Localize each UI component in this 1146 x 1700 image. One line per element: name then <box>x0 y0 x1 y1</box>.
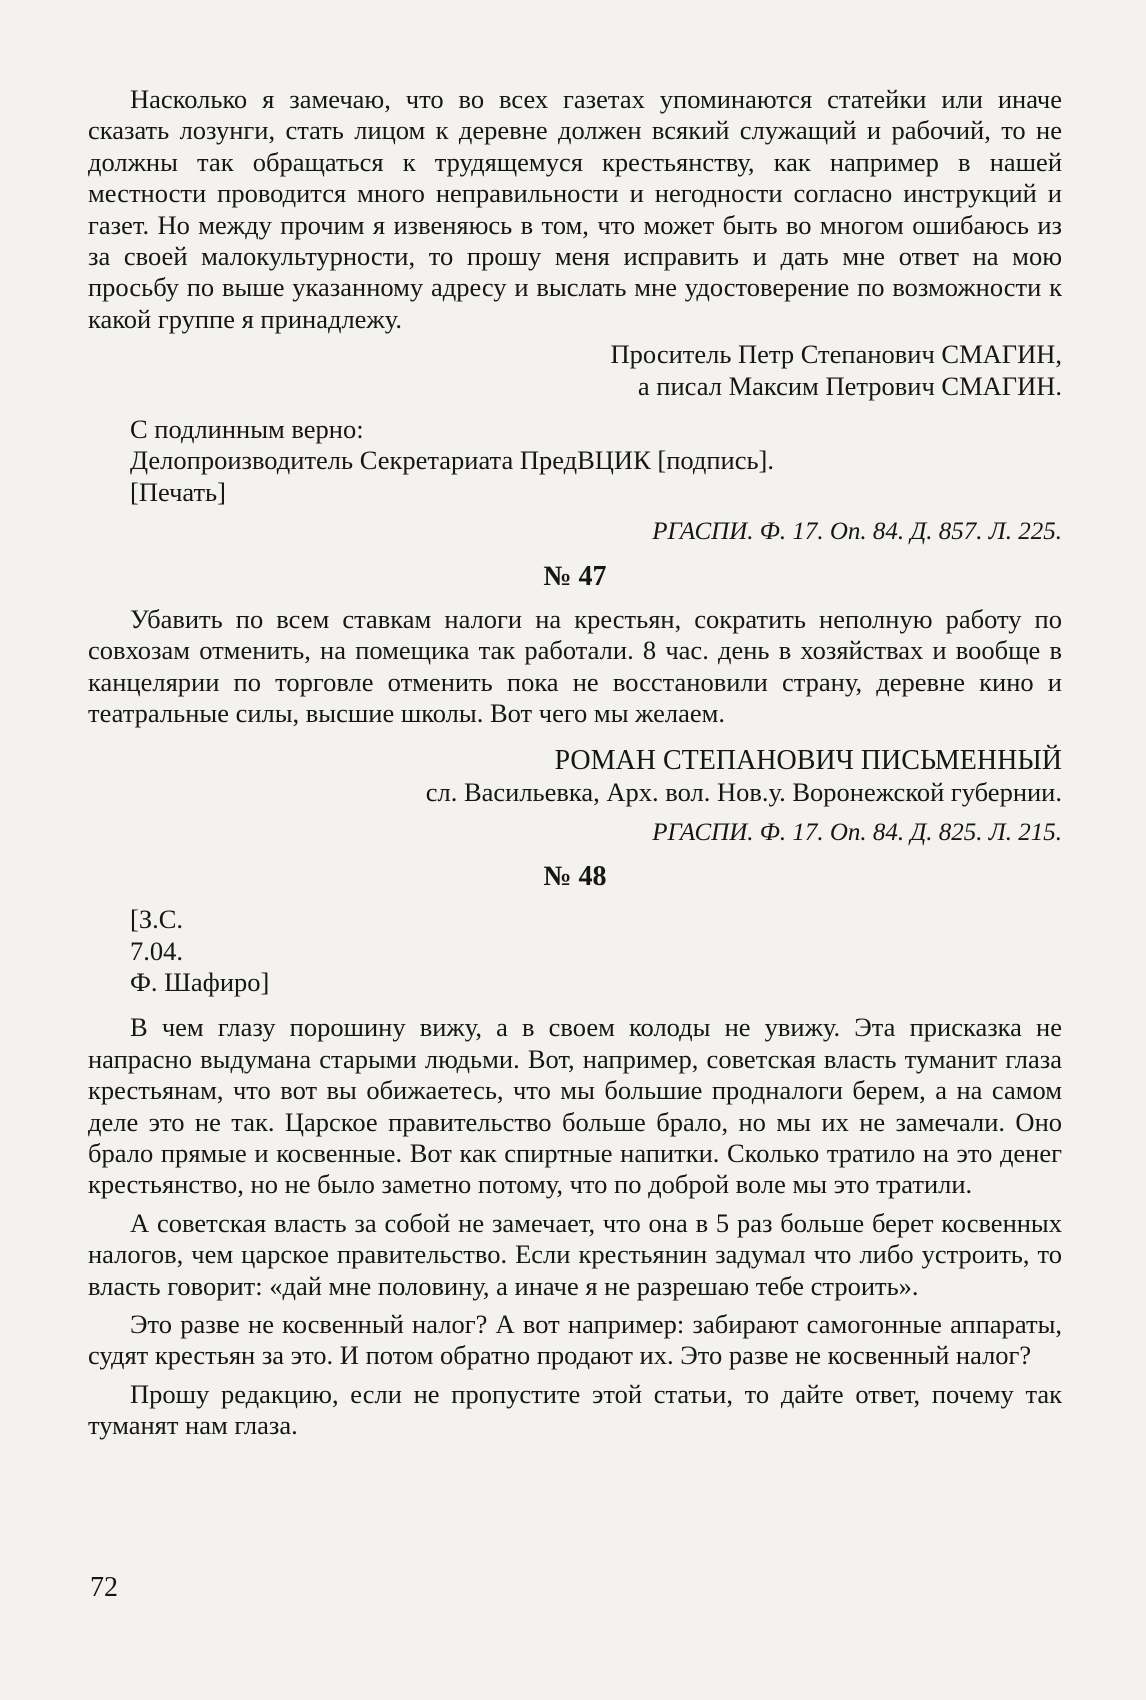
doc46-signature-petitioner: Проситель Петр Степанович СМАГИН, <box>610 339 1062 370</box>
doc48-paragraph-2: А советская власть за собой не замечает, что она в 5 раз больше берет косвенных налогов, чем царское правительство. Если крестьянин задумал что либо устроить, то власть говорит: «дай мне половину, а иначе я не разрешаю тебе строить». <box>88 1207 1062 1301</box>
note-line-initials: [З.С. <box>130 904 184 935</box>
doc48-paragraph-1: В чем глазу порошину вижу, а в своем колоды не увижу. Эта присказка не напрасно выдумана старыми людьми. Вот, например, советская власть туманит глаза крестьянам, что вот вы обижаетесь, что мы большие продналоги берем, а на самом деле это не так. Царское правительство больше брало, но мы их не замечали. Оно брало прямые и косвенные. Вот как спиртные напитки. Сколько тратило на это денег крестьянство, но не было заметно потому, что по доброй воле мы это тратили. <box>88 1012 1062 1200</box>
doc47-archive-source: РГАСПИ. Ф. 17. Оп. 84. Д. 825. Л. 215. <box>652 818 1062 846</box>
doc47-body-paragraph: Убавить по всем ставкам налоги на крестьян, сократить неполную работу по совхозам отменить, на помещика так работали. 8 час. день в хозяйствах и вообще в канцелярии по торговле отменить пока не восстановили страну, деревне кино и театральные силы, высшие школы. Вот чего мы желаем. <box>88 603 1062 728</box>
page-number: 72 <box>90 1572 118 1603</box>
doc48-number: № 48 <box>543 861 607 893</box>
cert-line-seal: [Печать] <box>130 476 226 507</box>
doc46-body-paragraph: Насколько я замечаю, что во всех газетах упоминаются статейки или иначе сказать лозунги, стать лицом к деревне должен всякий служащий и рабочий, то не должны так обращаться к трудящемуся крестьянству, как например в нашей местности проводится много неправильности и негодности согласно инструкций и газет. Но между прочим я извеняюсь в том, что может быть во многом ошибаюсь из за своей малокультурности, то прошу меня исправить и дать мне ответ на мою просьбу по выше указанному адресу и выслать мне удостоверение по возможности к какой группе я принадлежу. <box>88 84 1062 334</box>
doc48-editorial-note <box>130 904 1062 998</box>
cert-line-clerk: Делопроизводитель Секретариата ПредВЦИК [подпись]. <box>130 445 775 476</box>
document-page <box>88 84 1062 1684</box>
doc47-author-place: сл. Васильевка, Арх. вол. Нов.у. Воронежской губернии. <box>425 777 1062 808</box>
doc47-number: № 47 <box>543 560 607 592</box>
doc48-paragraph-4: Прошу редакцию, если не пропустите этой статьи, то дайте ответ, почему так туманят нам глаза. <box>88 1378 1062 1441</box>
doc46-signature-writer: а писал Максим Петрович СМАГИН. <box>637 370 1062 401</box>
note-line-name: Ф. Шафиро] <box>130 966 270 997</box>
doc47-author: РОМАН СТЕПАНОВИЧ ПИСЬМЕННЫЙ <box>554 745 1062 777</box>
cert-line-verified: С подлинным верно: <box>130 414 364 445</box>
doc48-paragraph-3: Это разве не косвенный налог? А вот например: забирают самогонные аппараты, судят крестьян за это. И потом обратно продают их. Это разве не косвенный налог? <box>88 1309 1062 1371</box>
note-line-date: 7.04. <box>130 935 183 966</box>
doc46-archive-source: РГАСПИ. Ф. 17. Оп. 84. Д. 857. Л. 225. <box>652 518 1062 546</box>
doc46-certification <box>130 414 1062 508</box>
